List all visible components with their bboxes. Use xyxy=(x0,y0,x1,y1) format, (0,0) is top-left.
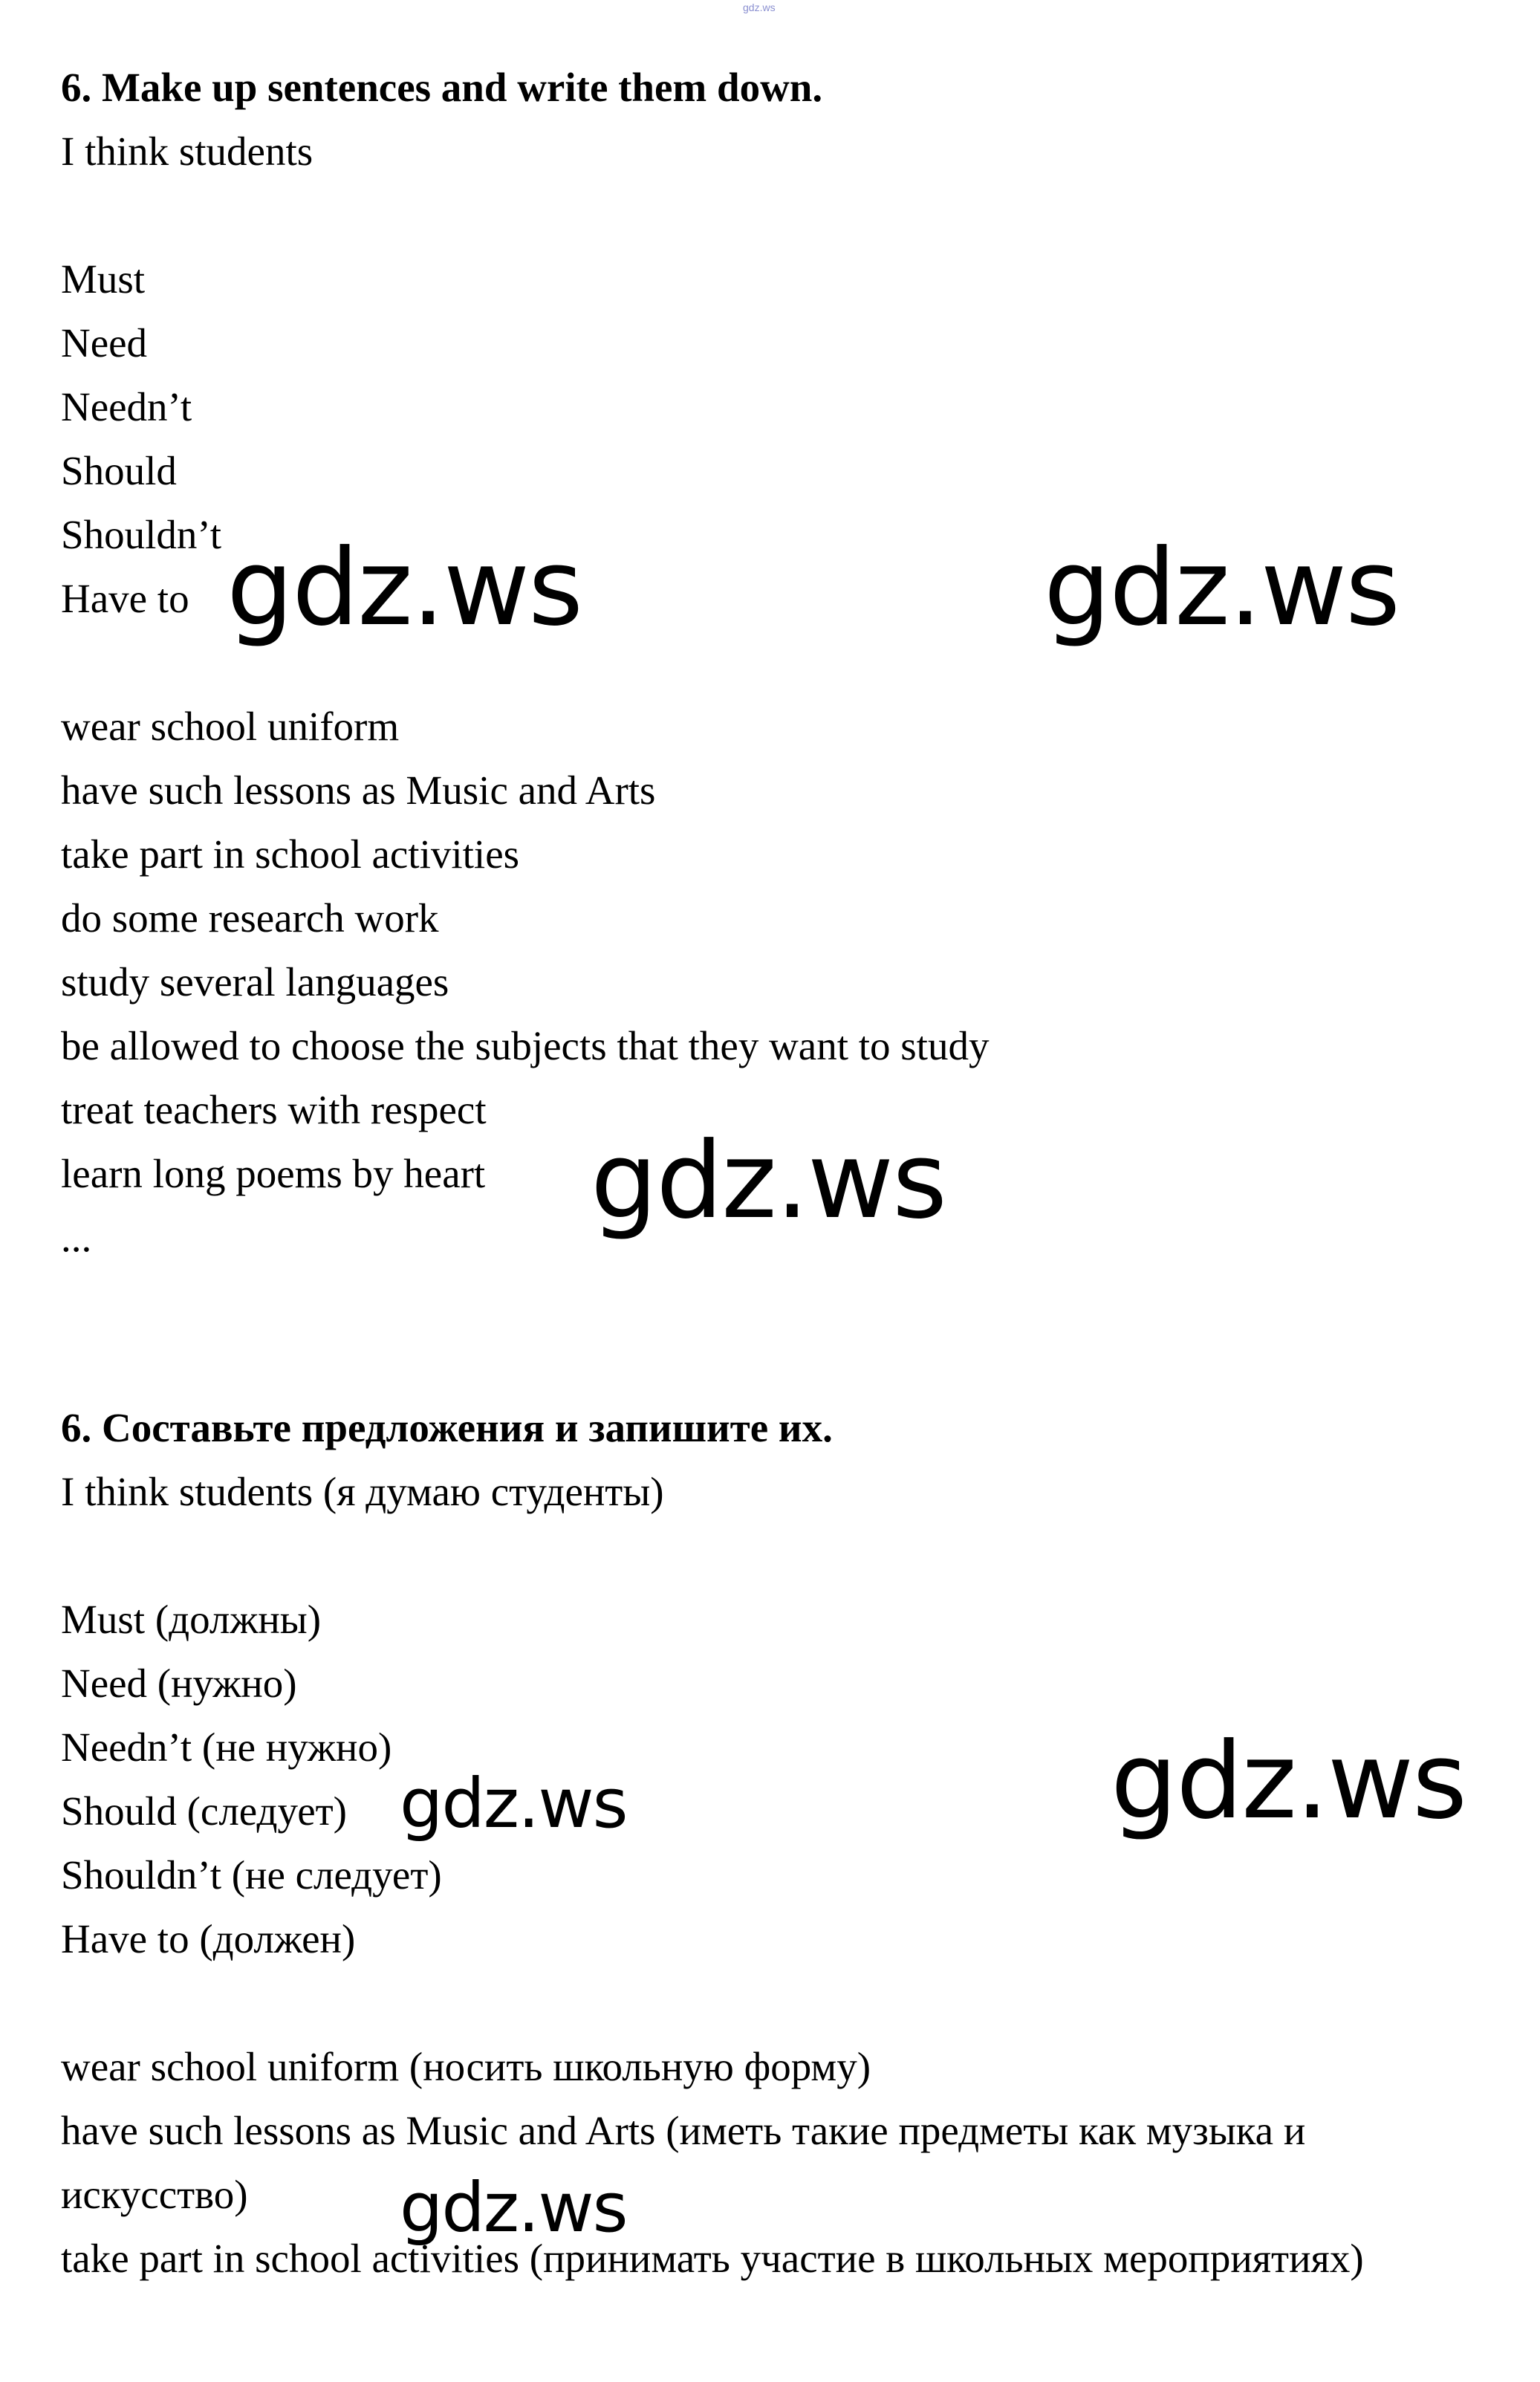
watermark: gdz.ws xyxy=(227,527,582,649)
watermark: gdz.ws xyxy=(400,1764,627,1843)
modal-item-ru: Shouldn’t (не следует) xyxy=(61,1852,442,1898)
phrase-item: study several languages xyxy=(61,959,449,1005)
phrase-item: have such lessons as Music and Arts xyxy=(61,768,656,813)
modal-item-ru: Needn’t (не нужно) xyxy=(61,1724,392,1770)
phrase-item: take part in school activities xyxy=(61,831,520,877)
watermark: gdz.ws xyxy=(1111,1720,1466,1843)
phrase-item-ru: take part in school activities (принимать участие в школьных мероприятиях) xyxy=(61,2236,1364,2281)
top-watermark: gdz.ws xyxy=(743,1,776,13)
phrase-item: treat teachers with respect xyxy=(61,1087,487,1132)
modal-item: Shouldn’t xyxy=(61,512,221,557)
watermark: gdz.ws xyxy=(400,2168,627,2248)
phrase-item: do some research work xyxy=(61,895,439,941)
phrase-item: learn long poems by heart xyxy=(61,1151,486,1196)
modal-item: Need xyxy=(61,320,148,366)
modal-item: Should xyxy=(61,448,177,493)
section-en-intro: I think students xyxy=(61,129,313,174)
section-en-heading: 6. Make up sentences and write them down. xyxy=(61,65,823,110)
phrase-item: ... xyxy=(61,1215,92,1260)
phrase-item-ru: have such lessons as Music and Arts (иметь такие предметы как музыка и xyxy=(61,2108,1306,2153)
phrase-item: be allowed to choose the subjects that they want to study xyxy=(61,1023,990,1068)
section-ru-heading: 6. Составьте предложения и запишите их. xyxy=(61,1405,833,1450)
modal-item-ru: Should (следует) xyxy=(61,1788,347,1834)
modal-item-ru: Have to (должен) xyxy=(61,1916,356,1961)
modal-item: Have to xyxy=(61,576,189,621)
modal-item: Needn’t xyxy=(61,384,192,429)
modal-item-ru: Must (должны) xyxy=(61,1597,322,1642)
modal-item: Must xyxy=(61,256,146,302)
phrase-item-ru: wear school uniform (носить школьную форму) xyxy=(61,2044,871,2089)
watermark: gdz.ws xyxy=(591,1120,946,1242)
modal-item-ru: Need (нужно) xyxy=(61,1661,297,1706)
phrase-item: wear school uniform xyxy=(61,704,400,749)
watermark: gdz.ws xyxy=(1044,527,1400,649)
phrase-item-ru: искусство) xyxy=(61,2172,248,2217)
section-ru-intro: I think students (я думаю студенты) xyxy=(61,1469,664,1514)
